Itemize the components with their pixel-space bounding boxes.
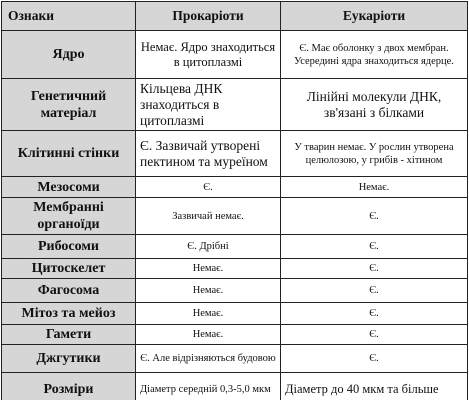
eukaryote-cell: Є. <box>281 259 468 279</box>
eukaryote-cell: Є. <box>281 325 468 345</box>
row-label: Генетичний матеріал <box>2 79 136 131</box>
prokaryote-cell: Немає. <box>136 303 281 325</box>
prokaryote-cell: Немає. Ядро знаходиться в цитоплазмі <box>136 31 281 79</box>
eukaryote-cell: Є. <box>281 279 468 303</box>
header-features: Ознаки <box>2 2 136 31</box>
prokaryote-cell: Немає. <box>136 325 281 345</box>
row-label: Цитоскелет <box>2 259 136 279</box>
row-label: Мезосоми <box>2 177 136 198</box>
eukaryote-cell: У тварин немає. У рослин утворена целюлозою, у грибів - хітином <box>281 131 468 177</box>
table-row <box>2 279 468 303</box>
row-label: Джгутики <box>2 345 136 373</box>
prokaryote-cell: Діаметр середній 0,3-5,0 мкм <box>136 373 281 400</box>
eukaryote-cell: Є. <box>281 198 468 235</box>
row-label: Гамети <box>2 325 136 345</box>
prokaryote-cell: Немає. <box>136 279 281 303</box>
row-label: Клітинні стінки <box>2 131 136 177</box>
row-label: Фагосома <box>2 279 136 303</box>
table-row <box>2 345 468 373</box>
eukaryote-cell: Лінійні молекули ДНК, зв'язані з білками <box>281 79 468 131</box>
row-label: Мембранні органоїди <box>2 198 136 235</box>
table-row <box>2 177 468 198</box>
table-row <box>2 198 468 235</box>
table-row <box>2 259 468 279</box>
prokaryote-cell: Є. Дрібні <box>136 235 281 259</box>
row-label: Мітоз та мейоз <box>2 303 136 325</box>
comparison-table <box>1 1 468 400</box>
header-eukaryotes: Еукаріоти <box>281 2 468 31</box>
table-row <box>2 79 468 131</box>
header-prokaryotes: Прокаріоти <box>136 2 281 31</box>
prokaryote-cell: Є. Але відрізняються будовою <box>136 345 281 373</box>
row-label: Ядро <box>2 31 136 79</box>
prokaryote-cell: Зазвичай немає. <box>136 198 281 235</box>
table-row <box>2 303 468 325</box>
eukaryote-cell: Немає. <box>281 177 468 198</box>
eukaryote-cell: Діаметр до 40 мкм та більше <box>281 373 468 400</box>
prokaryote-cell: Є. Зазвичай утворені пектином та муреїном <box>136 131 281 177</box>
eukaryote-cell: Є. Має оболонку з двох мембран. Усередині ядра знаходиться ядерце. <box>281 31 468 79</box>
table-row <box>2 373 468 400</box>
table-row <box>2 235 468 259</box>
eukaryote-cell: Є. <box>281 345 468 373</box>
table-row <box>2 131 468 177</box>
row-label: Рибосоми <box>2 235 136 259</box>
table-row <box>2 31 468 79</box>
table-row <box>2 325 468 345</box>
prokaryote-cell: Є. <box>136 177 281 198</box>
eukaryote-cell: Є. <box>281 303 468 325</box>
eukaryote-cell: Є. <box>281 235 468 259</box>
header-row <box>2 2 468 31</box>
row-label: Розміри <box>2 373 136 400</box>
prokaryote-cell: Кільцева ДНК знаходиться в цитоплазмі <box>136 79 281 131</box>
prokaryote-cell: Немає. <box>136 259 281 279</box>
